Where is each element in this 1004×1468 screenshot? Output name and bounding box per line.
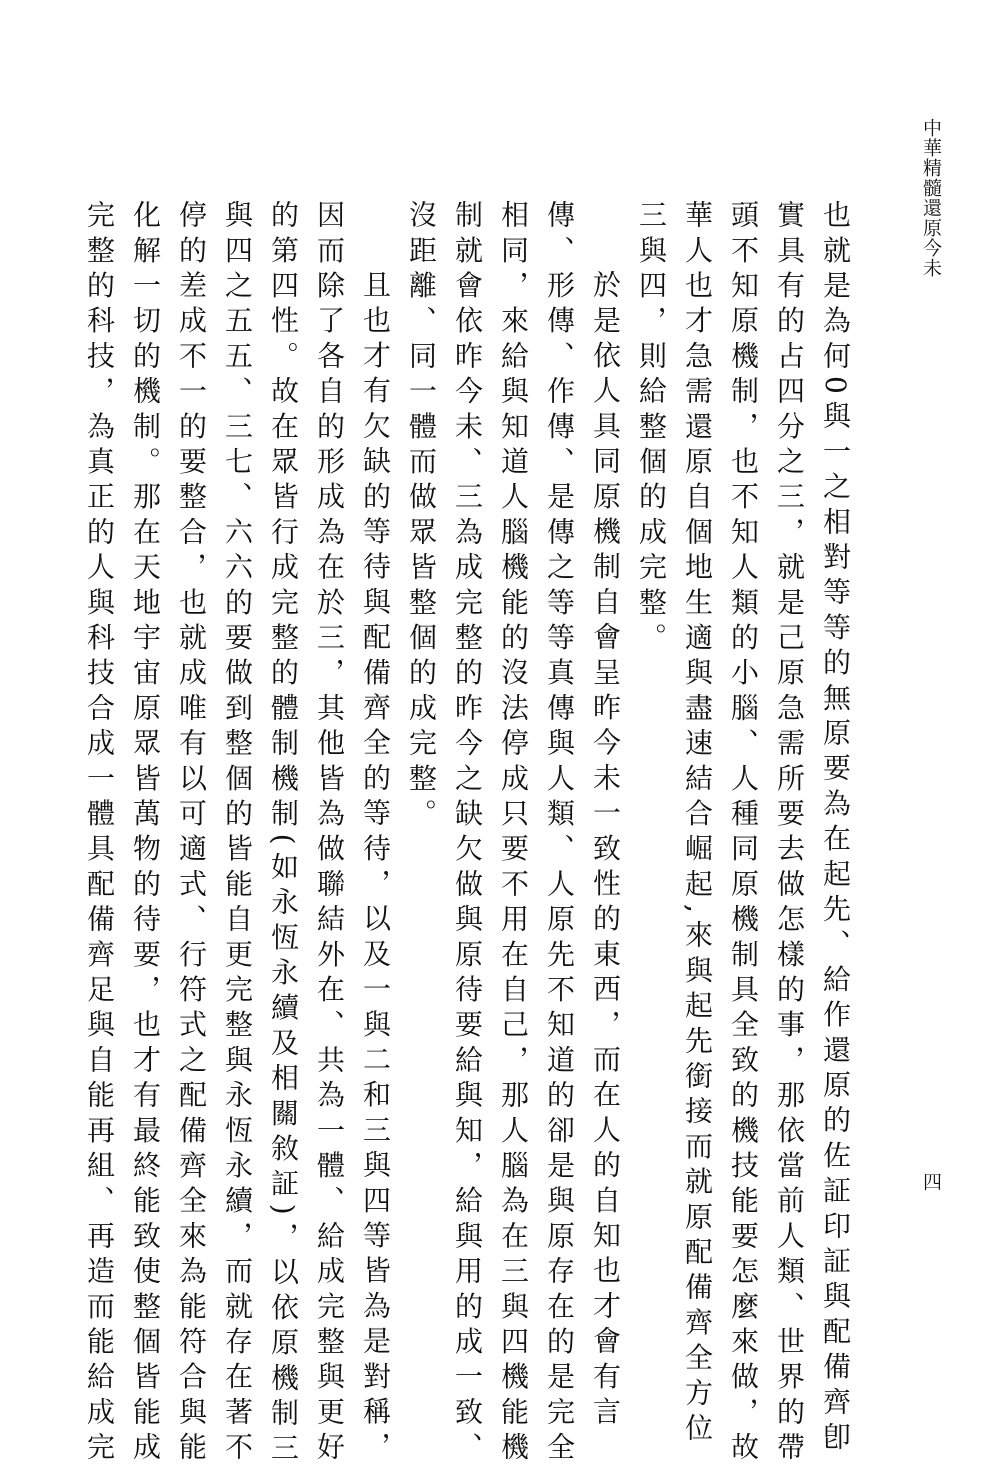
- text-column-8: 相同，來給與知道人腦機能的沒法停成只要不用在自己，那人腦為在三與四機能機: [497, 200, 530, 1468]
- text-column-1: 也就是為何0與一之相對等等的無原要為在起先、給作還原的佐証印証與配備齊卽: [819, 200, 852, 1458]
- text-column-11: 且也才有欠缺的等待與配備齊全的等待，以及一與二和三與四等皆為是對稱，: [359, 270, 392, 1467]
- text-column-7: 傳、形傳、作傳、是傳之等等真傳與人類、人原先不知道的卻是與原存在的是完全: [543, 200, 576, 1468]
- running-head: 中華精髓還原今未: [920, 118, 942, 278]
- text-column-4: 華人也才急需還原自個地生適與盡速結合崛起,來與起先銜接而就原配備齊全方位: [681, 200, 714, 1449]
- text-column-5: 三與四，則給整個的成完整。: [635, 200, 668, 658]
- page-number: 四: [920, 1172, 942, 1191]
- text-column-2: 實具有的占四分之三，就是己原急需所要去做怎樣的事，那依當前人類、世界的帶: [773, 200, 806, 1468]
- text-column-13: 的第四性。故在眾皆行成完整的體制機制(如永恆永續及相關敘証)，以依原機制三: [267, 200, 300, 1468]
- text-column-9: 制就會依昨今未、三為成完整的昨今之缺欠做與原待要給與知，給與用的成一致、: [451, 200, 484, 1468]
- text-column-15: 停的差成不一的要整合，也就成唯有以可適式、行符式之配備齊全來為能符合與能: [175, 200, 208, 1468]
- text-column-14: 與四之五五、三七、六六的要做到整個的皆能自更完整與永恆永續，而就存在著不: [221, 200, 254, 1468]
- text-column-16: 化解一切的機制。那在天地宇宙原眾皆萬物的待要，也才有最終能致使整個皆能成: [129, 200, 162, 1468]
- text-column-17: 完整的科技，為真正的人與科技合成一體具配備齊足與自能再組、再造而能給成完: [83, 200, 116, 1468]
- body-text: [76, 200, 858, 1468]
- text-column-10: 沒距離、同一體而做眾皆整個的成完整。: [405, 200, 438, 834]
- text-column-3: 頭不知原機制，也不知人類的小腦、人種同原機制具全致的機技能要怎麼來做，故: [727, 200, 760, 1468]
- text-column-12: 因而除了各自的形成為在於三，其他皆為做聯結外在、共為一體、給成完整與更好: [313, 200, 346, 1468]
- text-column-6: 於是依人具同原機制自會呈昨今未一致性的東西，而在人的自知也才會有言: [589, 270, 622, 1432]
